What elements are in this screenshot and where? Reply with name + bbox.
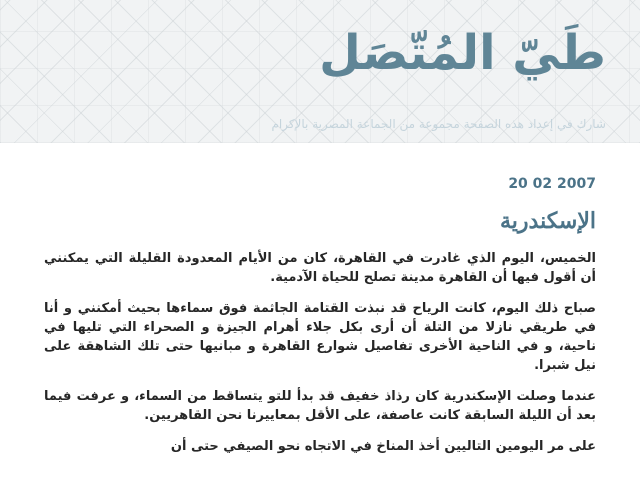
post-paragraph: صباح ذلك اليوم، كانت الرياح قد نبذت القتامة الجاثمة فوق سماءها بحيث أمكنني و أنا في طريقي نازلا من التلة أن أرى بكل جلاء أهرام الجيزة و الصحراء التي تليها في ناحية، و في الناحية الأخرى تفاصيل شوارع القاهرة و مبانيها حتى تلك الشاهقة على نيل شبرا. bbox=[44, 301, 596, 373]
site-header bbox=[0, 0, 640, 143]
post-paragraph: عندما وصلت الإسكندرية كان رذاذ خفيف قد بدأ للتو يتساقط من السماء، و عرفت فيما بعد أن الليلة السابقة كانت عاصفة، على الأقل بمعاييرنا نحن القاهريين. bbox=[44, 389, 596, 423]
post-paragraph: على مر اليومين التاليين أخذ المناخ في الاتجاه نحو الصيفي حتى أن bbox=[170, 439, 596, 454]
post-date: 20 02 2007 bbox=[508, 176, 596, 192]
site-tagline: شارك في إعداد هذه الصفحة مجموعة من الجماعة المصرية بالإكرام bbox=[271, 117, 606, 131]
post-body bbox=[44, 249, 596, 456]
post-content bbox=[0, 143, 640, 456]
post-title[interactable]: الإسكندرية bbox=[500, 208, 596, 234]
post-paragraph: الخميس، اليوم الذي غادرت في القاهرة، كان من الأيام المعدودة القليلة التي يمكنني أن أقول فيها أن القاهرة مدينة تصلح للحياة الآدمية. bbox=[44, 251, 596, 285]
site-title[interactable]: طَيّ المُتّصَل bbox=[319, 25, 606, 81]
